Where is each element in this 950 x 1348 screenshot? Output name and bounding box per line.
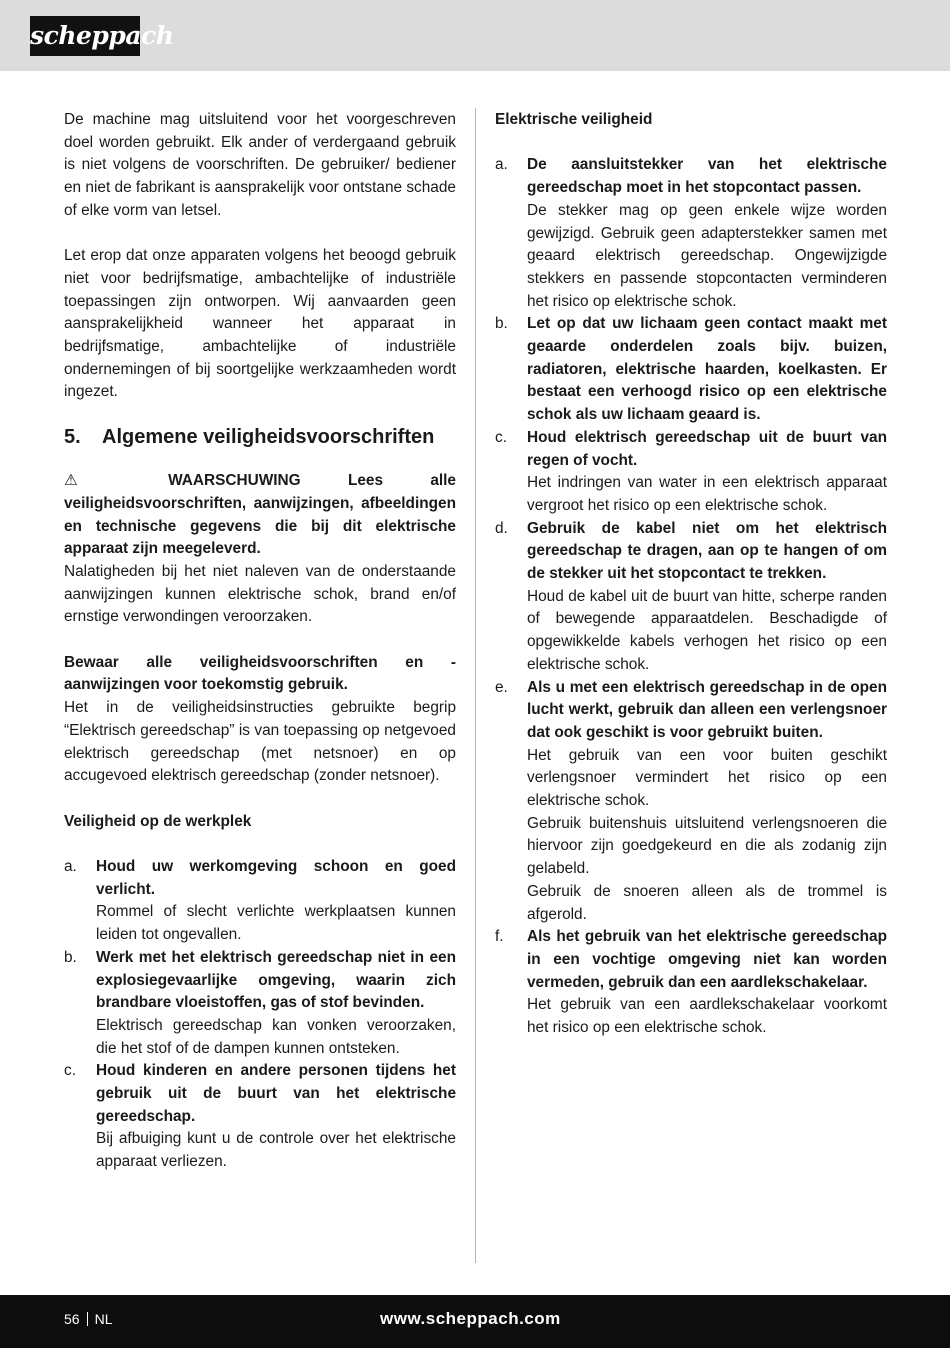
list-item-text: Gebruik de snoeren alleen als de trommel is afgerold. — [527, 882, 887, 923]
list-marker: c. — [64, 1062, 76, 1080]
list-item-bold: Gebruik de kabel niet om het elektrisch gereedschap te dragen, aan op te hangen of om de stekker uit het stopcontact te trekken. — [527, 519, 887, 583]
page-info — [64, 1310, 112, 1328]
keep-instructions-text: Het in de veiligheidsinstructies gebruikte begrip “Elektrisch gereedschap” is van toepassing op netgevoed elektrisch gereedschap (met netsnoer) en op accugevoed elektrisch gereedschap (zonder netsnoer). — [64, 699, 456, 785]
list-marker: c. — [495, 428, 507, 446]
brand-logo: scheppach — [30, 16, 140, 56]
page-info-separator — [87, 1312, 88, 1326]
left-column — [64, 109, 456, 1174]
electrical-safety-heading: Elektrische veiligheid — [495, 111, 653, 128]
warning-triangle-icon: ⚠ — [64, 472, 121, 490]
list-item — [495, 677, 887, 927]
section-heading — [64, 424, 456, 450]
list-item-bold: Werk met het elektrisch gereedschap niet in een explosiegevaarlijke omgeving, waarin zich brandbare vloeistoffen, gas of stof bevinden. — [96, 948, 456, 1012]
list-item — [495, 427, 887, 518]
list-marker: b. — [495, 315, 508, 333]
list-marker: a. — [495, 156, 508, 174]
list-item — [64, 947, 456, 1061]
warning-block — [64, 470, 456, 561]
list-item-text: Gebruik buitenshuis uitsluitend verlengsnoeren die hiervoor zijn goedgekeurd en die als zodanig zijn gelabeld. — [527, 814, 887, 878]
right-column — [495, 109, 887, 1040]
list-marker: f. — [495, 928, 504, 946]
list-item-bold: Houd kinderen en andere personen tijdens het gebruik uit de buurt van het elektrische gereedschap. — [96, 1062, 456, 1125]
list-item — [495, 313, 887, 427]
list-item-text: Rommel of slecht verlichte werkplaatsen kunnen leiden tot ongevallen. — [96, 903, 456, 944]
warning-text: Nalatigheden bij het niet naleven van de onderstaande aanwijzingen kunnen elektrische schok, brand en/of ernstige verwondingen veroorzaken. — [64, 562, 456, 626]
list-item-text: Bij afbuiging kunt u de controle over het elektrische apparaat verliezen. — [96, 1130, 456, 1171]
intro-paragraph-1: De machine mag uitsluitend voor het voorgeschreven doel worden gebruikt. Elk ander of verdergaand gebruik is niet volgens de voorschriften. De gebruiker/ bediener en niet de fabrikant is aansprakelijk voor ontstane schade of elke vorm van letsel. — [64, 111, 456, 219]
list-item-text: Houd de kabel uit de buurt van hitte, scherpe randen of bewegende apparaatdelen. Beschadigde of opgewikkelde kabels verhogen het risico op een elektrische schok. — [527, 587, 887, 673]
list-item-bold: Houd elektrisch gereedschap uit de buurt van regen of vocht. — [527, 428, 887, 469]
list-item — [64, 1060, 456, 1174]
language-code: NL — [94, 1311, 113, 1327]
list-marker: d. — [495, 519, 508, 537]
list-item-text: Elektrisch gereedschap kan vonken veroorzaken, die het stof of de dampen kunnen ontsteken. — [96, 1016, 456, 1057]
electrical-list — [495, 154, 887, 1039]
header-bar — [0, 0, 950, 71]
keep-instructions-bold: Bewaar alle veiligheidsvoorschriften en -aanwijzingen voor toekomstig gebruik. — [64, 653, 456, 694]
list-item-bold: Houd uw werkomgeving schoon en goed verlicht. — [96, 858, 456, 898]
warning-bold-text: WAARSCHUWING Lees alle veiligheidsvoorschriften, aanwijzingen, afbeeldingen en technische gegevens die bij dit elektrische apparaat zijn meegeleverd. — [64, 472, 456, 558]
list-item-text: Het indringen van water in een elektrisch apparaat vergroot het risico op een elektrische schok. — [527, 474, 887, 514]
list-item-bold: De aansluitstekker van het elektrische gereedschap moet in het stopcontact passen. — [527, 156, 887, 197]
workplace-list — [64, 856, 456, 1174]
list-item — [64, 856, 456, 947]
list-item-bold: Als het gebruik van het elektrische gereedschap in een vochtige omgeving niet kan worden vermeden, gebruik dan een aardlekschakelaar. — [527, 928, 887, 991]
list-item-bold: Let op dat uw lichaam geen contact maakt met geaarde onderdelen zoals bijv. buizen, radiatoren, elektrische haarden, koelkasten. Er bestaat een verhoogd risico op een elektrische schok als uw lichaam geaard is. — [527, 315, 887, 424]
section-title: Algemene veiligheidsvoorschriften — [102, 426, 435, 449]
list-item — [495, 518, 887, 677]
list-marker: b. — [64, 948, 77, 966]
list-marker: a. — [64, 858, 77, 876]
list-item — [495, 154, 887, 313]
list-item-text: Het gebruik van een voor buiten geschikt verlengsnoer vermindert het risico op een elektrische schok. — [527, 746, 887, 810]
page-number: 56 — [64, 1311, 80, 1327]
workplace-heading: Veiligheid op de werkplek — [64, 812, 252, 830]
list-item-text: De stekker mag op geen enkele wijze worden gewijzigd. Gebruik geen adapterstekker samen met geaard elektrisch gereedschap. Ongewijzigde stekkers en passende stopcontacten verminderen het risico op elektrische schok. — [527, 201, 887, 310]
list-item-text: Het gebruik van een aardlekschakelaar voorkomt het risico op een elektrische schok. — [527, 996, 887, 1037]
section-number: 5. — [64, 426, 81, 449]
intro-paragraph-2: Let erop dat onze apparaten volgens het beoogd gebruik niet voor bedrijfsmatige, ambachtelijke of industriële toepassingen zijn ontworpen. Wij aanvaarden geen aansprakelijkheid wanneer het apparaat in bedrijfsmatige, ambachtelijke of industriële ondernemingen of bij soortgelijke werkzaamheden wordt ingezet. — [64, 247, 456, 401]
website-link[interactable]: www.scheppach.com — [380, 1309, 561, 1328]
list-marker: e. — [495, 678, 508, 696]
footer-bar — [0, 1295, 950, 1348]
column-divider — [475, 108, 476, 1263]
list-item-bold: Als u met een elektrisch gereedschap in de open lucht werkt, gebruik dan alleen een verlengsnoer dat ook geschikt is voor gebruikt buiten. — [527, 678, 887, 741]
list-item — [495, 926, 887, 1040]
